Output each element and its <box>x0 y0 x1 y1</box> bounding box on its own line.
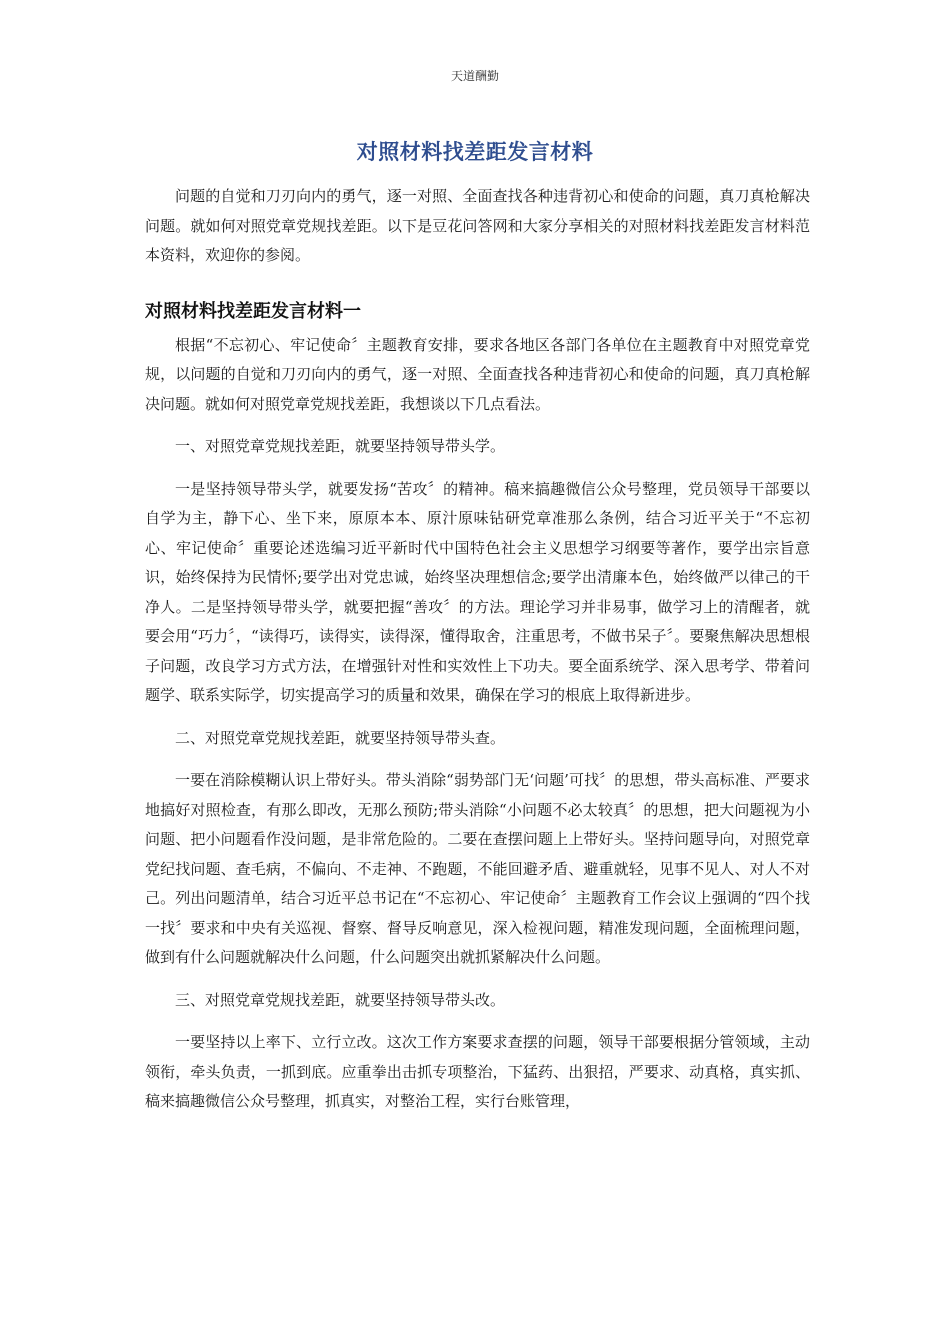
paragraph-6-heading: 三、对照党章党规找差距，就要坚持领导带头改。 <box>175 990 506 1009</box>
paragraph-4-heading: 二、对照党章党规找差距，就要坚持领导带头查。 <box>175 728 506 747</box>
section-heading: 对照材料找差距发言材料一 <box>145 300 361 322</box>
page-header: 天道酬勤 <box>450 69 499 83</box>
paragraph-1: 根据“不忘初心、牢记使命〞主题教育安排，要求各地区各部门各单位在主题教育中对照党章党规，以问题的自觉和刀刃向内的勇气，逐一对照、全面查找各种违背初心和使命的问题，真刀真枪解决问题。就如何对照党章党规找差距，我想谈以下几点看法。 <box>145 335 810 413</box>
document-body <box>145 182 810 1117</box>
paragraph-7: 一要坚持以上率下、立行立改。这次工作方案要求查摆的问题，领导干部要根据分管领域，主动领衔，牵头负责，一抓到底。应重拳出击抓专项整治，下猛药、出狠招，严要求、动真格，真实抓、稿来搞趣微信公众号整理，抓真实，对整治工程，实行台账管理， <box>145 1033 810 1110</box>
paragraph-3: 一是坚持领导带头学，就要发扬“苦攻〞的精神。稿来搞趣微信公众号整理，党员领导干部要以自学为主，静下心、坐下来，原原本本、原汁原味钻研党章准那么条例，结合习近平关于“不忘初心、牢记使命〞重要论述选编习近平新时代中国特色社会主义思想学习纲要等著作，要学出宗旨意识，始终保持为民情怀;要学出对党忠诚，始终坚决理想信念;要学出清廉本色，始终做严以律己的干净人。二是坚持领导带头学，就要把握“善攻〞的方法。理论学习并非易事，做学习上的清醒者，就要会用“巧力〞，“读得巧，读得实，读得深，懂得取舍，注重思考，不做书呆子〞。要聚焦解决思想根子问题，改良学习方式方法，在增强针对性和实效性上下功夫。要全面系统学、深入思考学、带着问题学、联系实际学，切实提高学习的质量和效果，确保在学习的根底上取得新进步。 <box>145 479 810 704</box>
paragraph-2-heading: 一、对照党章党规找差距，就要坚持领导带头学。 <box>175 437 506 455</box>
document-title: 对照材料找差距发言材料 <box>356 140 594 164</box>
intro-paragraph: 问题的自觉和刀刃向内的勇气，逐一对照、全面查找各种违背初心和使命的问题，真刀真枪解决问题。就如何对照党章党规找差距。以下是豆花问答网和大家分享相关的对照材料找差距发言材料范本资料，欢迎你的参阅。 <box>145 187 810 264</box>
paragraph-5: 一要在消除模糊认识上带好头。带头消除“弱势部门无‘问题’可找〞的思想，带头高标准、严要求地搞好对照检查，有那么即改，无那么预防;带头消除“小问题不必太较真〞的思想，把大问题视为小问题、把小问题看作没问题，是非常危险的。二要在查摆问题上上带好头。坚持问题导向，对照党章党纪找问题、查毛病，不偏向、不走神、不跑题，不能回避矛盾、避重就轻，见事不见人、对人不对己。列出问题清单，结合习近平总书记在“不忘初心、牢记使命〞主题教育工作会议上强调的“四个找一找〞要求和中央有关巡视、督察、督导反响意见，深入检视问题，精准发现问题，全面梳理问题，做到有什么问题就解决什么问题，什么问题突出就抓紧解决什么问题。 <box>145 771 810 966</box>
